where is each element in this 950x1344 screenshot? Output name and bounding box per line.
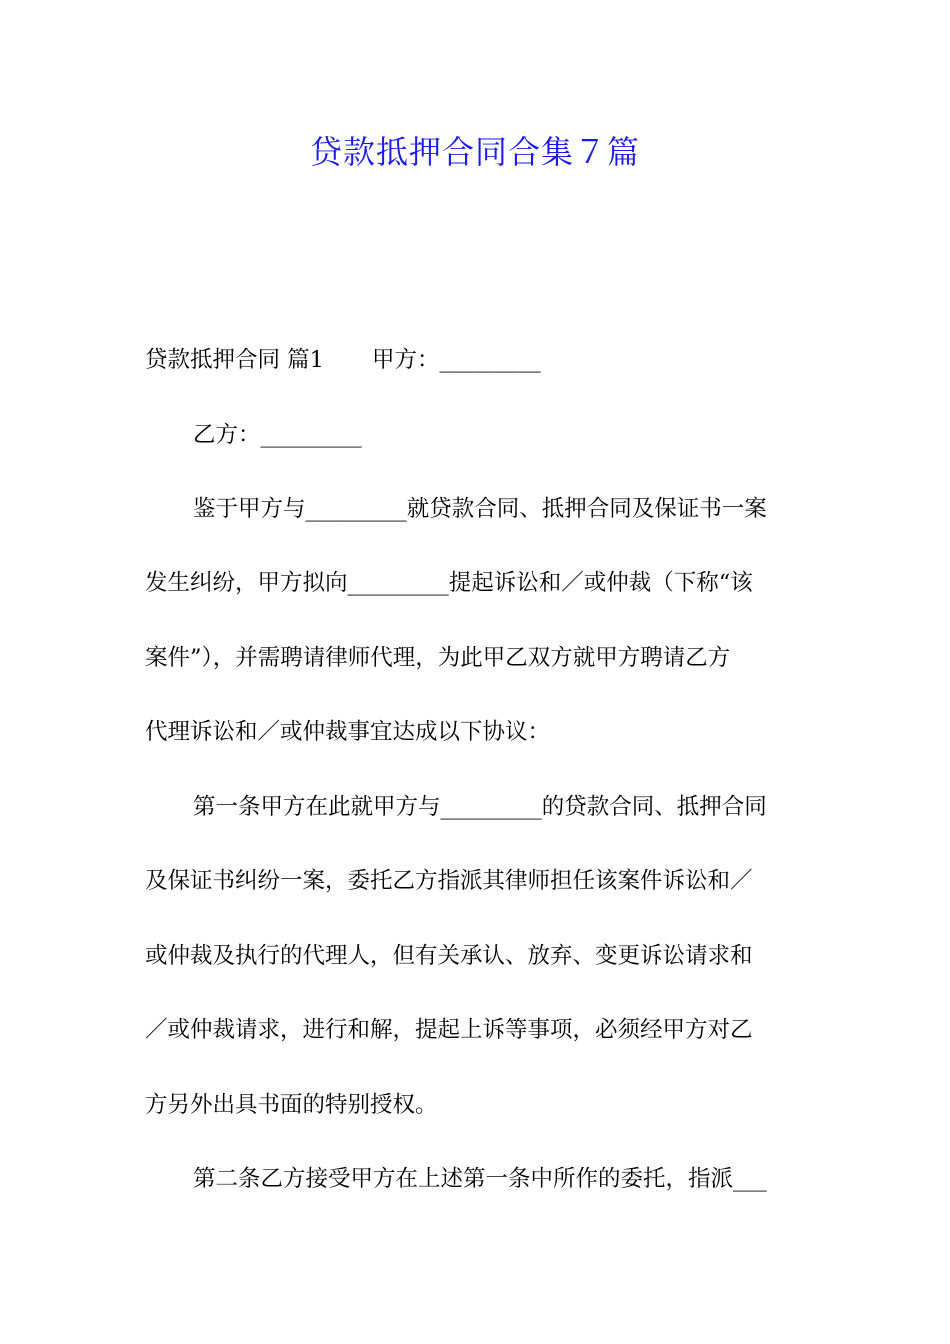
paragraph-line: 方另外出具书面的特别授权。: [145, 1092, 438, 1118]
paragraph-line: 鉴于甲方与_________就贷款合同、抵押合同及保证书一案: [193, 496, 767, 522]
paragraph-line: 案件”），并需聘请律师代理，为此甲乙双方就甲方聘请乙方: [145, 645, 731, 671]
party-a-field: 甲方：_________: [371, 347, 541, 373]
paragraph-line: ／或仲裁请求，进行和解，提起上诉等事项，必须经甲方对乙: [145, 1017, 753, 1043]
party-b-line: 乙方：_________: [193, 422, 362, 448]
paragraph-line: 或仲裁及执行的代理人，但有关承认、放弃、变更诉讼请求和: [145, 943, 753, 969]
paragraph-line: 第一条甲方在此就甲方与_________的贷款合同、抵押合同: [193, 794, 767, 820]
paragraph-line: 第二条乙方接受甲方在上述第一条中所作的委托，指派___: [193, 1166, 767, 1192]
paragraph-line-heading: [145, 342, 810, 378]
paragraph-line: 代理诉讼和／或仲裁事宜达成以下协议：: [145, 719, 551, 745]
paragraph-line: 及保证书纠纷一案，委托乙方指派其律师担任该案件诉讼和／: [145, 868, 753, 894]
paragraph-line: 发生纠纷，甲方拟向_________提起诉讼和／或仲裁（下称“该: [145, 570, 753, 596]
document-title: 贷款抵押合同合集７篇: [309, 133, 640, 171]
section-heading: 贷款抵押合同 篇1: [145, 347, 324, 373]
